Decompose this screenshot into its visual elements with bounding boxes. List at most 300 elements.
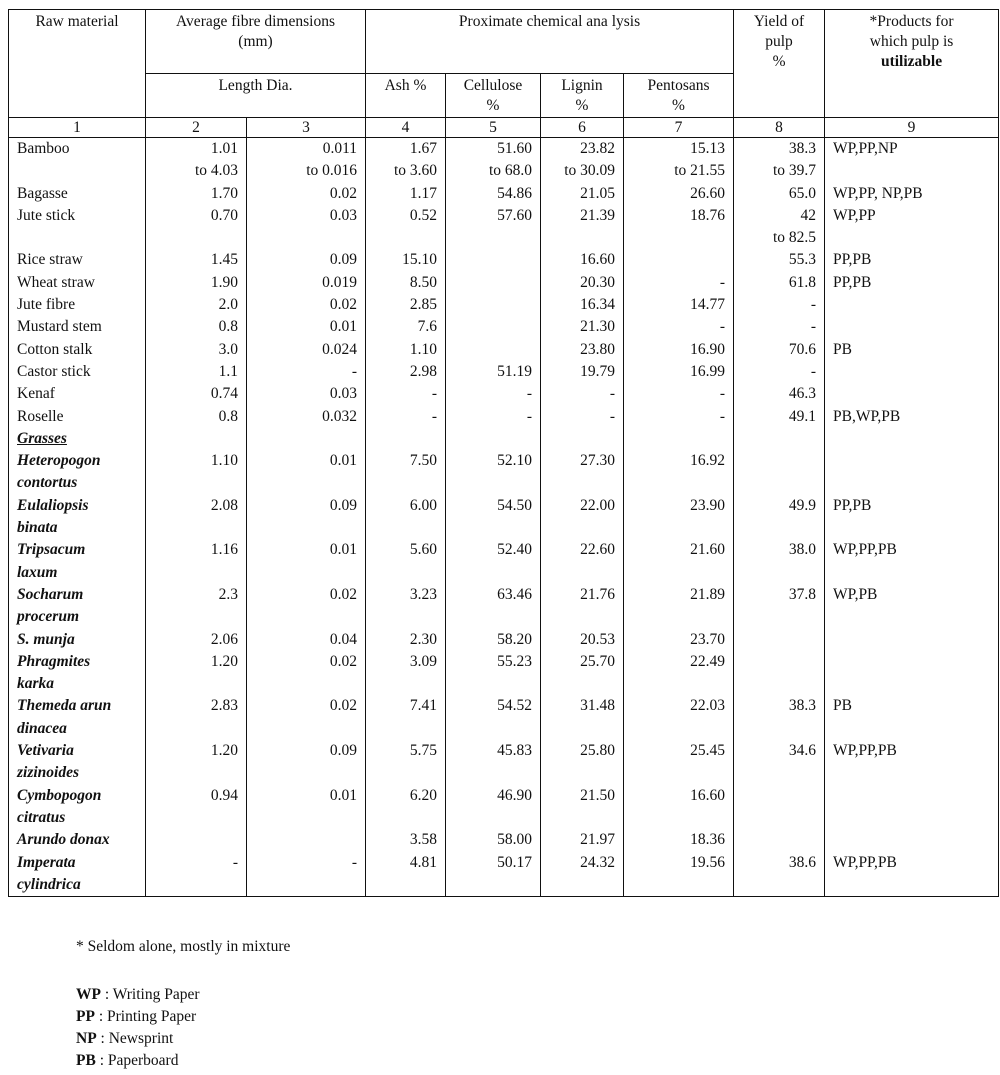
lignin-value: 31.48 [580,697,615,715]
legend-sep: : [100,986,113,1003]
raw-material-name [17,227,137,249]
yield-value: 46.3 [788,385,817,403]
length-value [154,562,238,584]
cell-yield [734,495,825,540]
header-lignin: Lignin % [541,74,624,118]
products-value [833,472,990,494]
pentosans-value: 14.77 [690,296,726,314]
dia-value [255,718,357,740]
raw-material-name: zizinoides [17,764,80,782]
cell-yield [734,406,825,428]
dia-value [255,562,357,584]
yield-value: - [810,296,817,314]
pentosans-value [632,718,725,740]
table-row [9,829,999,851]
table-row [9,339,999,361]
ash-value [374,517,437,539]
cell-yield [734,428,825,450]
lignin-value [549,606,615,628]
yield-value [742,428,816,450]
cellulose-value: - [526,385,532,403]
yield-value [742,629,816,651]
cell-cellulose [446,138,541,183]
cell-length [146,383,247,405]
lignin-value: to 30.09 [564,162,615,180]
cell-lignin [541,249,624,271]
lignin-value: 19.79 [580,362,615,380]
pentosans-value: 18.36 [690,831,726,849]
cell-name [9,695,146,740]
cell-dia [247,450,366,495]
cell-pentosans [624,272,734,294]
table-row [9,272,999,294]
cellulose-value: 52.10 [497,452,532,470]
table-row [9,183,999,205]
raw-material-name: Castor stick [17,362,91,380]
cell-pentosans [624,249,734,271]
length-value [154,829,238,851]
cell-length [146,450,247,495]
pentosans-value: 21.60 [690,541,726,559]
cell-ash [366,584,446,629]
cell-dia [247,629,366,651]
header-cellulose: Cellulose % [446,74,541,118]
yield-value: to 82.5 [772,229,817,247]
cell-length [146,272,247,294]
raw-material-name: cylindrica [17,875,81,893]
cell-products [825,495,999,540]
cellulose-value [454,807,532,829]
cell-cellulose [446,450,541,495]
products-value: WP,PP [833,206,876,224]
cell-ash [366,183,446,205]
cellulose-value: 52.40 [497,541,532,559]
dia-value: 0.09 [329,742,357,760]
cell-pentosans [624,316,734,338]
cell-name [9,294,146,316]
cell-ash [366,450,446,495]
pentosans-value: 18.76 [690,206,726,224]
products-value: PP,PB [833,251,872,269]
dia-value [255,762,357,784]
column-number-row [9,118,999,138]
ash-value: 1.67 [409,140,437,157]
table-row [9,294,999,316]
ash-value: 5.60 [409,541,437,559]
header-length-dia: Length Dia. [146,74,366,118]
ash-value: 8.50 [409,273,437,291]
raw-material-name [17,160,137,182]
ash-value: 7.50 [409,452,437,470]
cell-pentosans [624,205,734,250]
cell-yield [734,695,825,740]
ash-value: 3.58 [409,831,437,849]
cellulose-value: 54.52 [497,697,532,715]
pentosans-value: 16.99 [690,362,726,380]
legend-label: Newsprint [108,1030,174,1047]
cellulose-value: 58.20 [497,630,532,648]
length-value: 1.1 [218,362,238,380]
cell-yield [734,852,825,897]
pentosans-value: 15.13 [690,140,726,157]
cell-length [146,428,247,450]
yield-value: 38.3 [788,697,817,715]
pentosans-value [632,227,725,249]
cellulose-value: 55.23 [497,652,532,670]
table-row [9,651,999,696]
column-number: 9 [825,118,999,138]
products-value [833,807,990,829]
cell-pentosans [624,740,734,785]
cell-name [9,629,146,651]
lignin-value: 16.60 [580,251,615,269]
products-value [833,517,990,539]
cell-lignin [541,852,624,897]
length-value: 0.8 [218,318,238,336]
yield-value: 70.6 [788,340,817,358]
table-row [9,852,999,897]
cell-ash [366,383,446,405]
ash-value: 6.00 [409,496,437,514]
cell-products [825,428,999,450]
cell-name [9,539,146,584]
fibre-raw-material-table [8,9,999,897]
cell-lignin [541,272,624,294]
cell-dia [247,406,366,428]
header-yield: Yield of pulp % [734,10,825,118]
raw-material-name: Heteropogon [17,452,101,470]
products-value [833,160,990,182]
yield-value [742,874,816,896]
dia-value [255,673,357,695]
raw-material-name: S. munja [17,630,75,648]
ash-value: 3.23 [409,585,437,603]
table-row [9,584,999,629]
cell-ash [366,316,446,338]
cell-ash [366,651,446,696]
cell-pentosans [624,339,734,361]
products-value [833,361,990,383]
cell-cellulose [446,205,541,250]
ash-value [374,428,437,450]
cell-name [9,450,146,495]
pentosans-value [632,249,725,271]
raw-material-name: citratus [17,808,66,826]
header-ash: Ash % [366,74,446,118]
cell-products [825,339,999,361]
length-value: 1.20 [210,652,238,670]
products-value [833,829,990,851]
column-number: 2 [146,118,247,138]
dia-value: - [351,853,357,871]
column-number: 8 [734,118,825,138]
cell-cellulose [446,740,541,785]
ash-value: - [431,385,437,403]
raw-material-name: Roselle [17,407,64,425]
dia-value [255,829,357,851]
products-value [833,785,990,807]
yield-value [742,785,816,807]
cell-products [825,294,999,316]
header-raw-material: Raw material [9,10,146,118]
header-fibre-dimensions: Average fibre dimensions (mm) [146,10,366,74]
lignin-value: 21.30 [580,318,615,336]
cell-length [146,539,247,584]
cell-yield [734,829,825,851]
lignin-value: - [609,385,615,403]
ash-value [374,606,437,628]
cell-length [146,205,247,250]
cell-yield [734,450,825,495]
cell-products [825,629,999,651]
length-value: 2.3 [218,585,238,603]
cell-name [9,383,146,405]
table-row [9,249,999,271]
cell-lignin [541,183,624,205]
cell-products [825,138,999,183]
cellulose-value: 54.86 [497,184,532,202]
cell-products [825,852,999,897]
cell-length [146,406,247,428]
cell-pentosans [624,651,734,696]
raw-material-name: Themeda arun [17,697,112,715]
pentosans-value [632,762,725,784]
cell-products [825,316,999,338]
pentosans-value: to 21.55 [674,162,726,180]
length-value [154,428,238,450]
pentosans-value: 26.60 [690,184,726,202]
cell-pentosans [624,539,734,584]
legend-item [76,984,200,1006]
yield-value [742,562,816,584]
cell-length [146,695,247,740]
products-value [833,450,990,472]
cell-dia [247,205,366,250]
cell-cellulose [446,249,541,271]
pentosans-value [632,673,725,695]
lignin-value: 27.30 [580,452,615,470]
length-value [154,227,238,249]
cell-lignin [541,495,624,540]
dia-value: - [351,362,357,380]
lignin-value [549,762,615,784]
cell-ash [366,829,446,851]
cell-products [825,695,999,740]
pentosans-value [632,874,725,896]
yield-value [742,651,816,673]
length-value [154,517,238,539]
cell-lignin [541,294,624,316]
cellulose-value: 51.19 [497,362,532,380]
cell-lignin [541,539,624,584]
legend-item [76,1050,200,1072]
cell-dia [247,272,366,294]
raw-material-name: Phragmites [17,652,91,670]
cell-yield [734,361,825,383]
cell-cellulose [446,629,541,651]
lignin-value: 16.34 [580,296,615,314]
cell-yield [734,205,825,250]
pentosans-value: 25.45 [690,742,726,760]
cellulose-value: 51.60 [497,140,532,157]
products-value [833,874,990,896]
cellulose-value [454,517,532,539]
cell-length [146,740,247,785]
header-pentosans: Pentosans % [624,74,734,118]
legend-abbr: NP [76,1030,97,1047]
cell-products [825,406,999,428]
lignin-value: 20.30 [580,273,615,291]
ash-value: 6.20 [409,786,437,804]
cell-ash [366,785,446,830]
raw-material-name: Arundo donax [17,831,110,849]
products-value [833,718,990,740]
column-number: 6 [541,118,624,138]
dia-value: 0.02 [329,296,357,314]
cellulose-value [454,272,532,294]
lignin-value: 24.32 [580,853,615,871]
cell-ash [366,272,446,294]
ash-value [374,718,437,740]
cell-cellulose [446,294,541,316]
legend-label: Printing Paper [107,1008,197,1025]
raw-material-name: binata [17,519,58,537]
cell-cellulose [446,829,541,851]
products-value: PB [833,697,852,715]
cellulose-value [454,718,532,740]
cell-name [9,361,146,383]
cell-name [9,584,146,629]
pentosans-value: - [719,273,726,291]
cell-pentosans [624,138,734,183]
table-row [9,138,999,183]
cell-products [825,249,999,271]
cell-name [9,183,146,205]
lignin-value [549,428,615,450]
cell-length [146,294,247,316]
lignin-value: 21.05 [580,184,615,202]
cellulose-value [454,762,532,784]
cell-lignin [541,629,624,651]
pentosans-value: 23.70 [690,630,726,648]
products-value: WP,PP,NP [833,140,898,157]
cell-ash [366,406,446,428]
cell-ash [366,249,446,271]
cell-name [9,205,146,250]
yield-value [742,450,816,472]
cell-dia [247,740,366,785]
cell-length [146,138,247,183]
cell-cellulose [446,651,541,696]
cell-cellulose [446,272,541,294]
table-row [9,406,999,428]
yield-value: 38.3 [788,140,817,157]
products-value: WP,PP,PB [833,853,897,871]
dia-value [255,606,357,628]
cell-lignin [541,785,624,830]
length-value: 2.08 [210,496,238,514]
cell-yield [734,539,825,584]
cellulose-value: 50.17 [497,853,532,871]
lignin-value: 23.82 [580,140,615,157]
raw-material-name: Rice straw [17,251,83,269]
pentosans-value: 16.90 [690,340,726,358]
pentosans-value: - [719,407,726,425]
cell-ash [366,138,446,183]
yield-value: 42 [800,206,817,224]
cell-lignin [541,383,624,405]
pentosans-value [632,517,725,539]
cell-ash [366,539,446,584]
dia-value: 0.019 [322,273,357,291]
pentosans-value [632,562,725,584]
length-value: 0.70 [210,206,238,224]
raw-material-name: Socharum [17,585,84,603]
cell-name [9,138,146,183]
cell-length [146,852,247,897]
length-value [154,874,238,896]
cell-cellulose [446,383,541,405]
cell-yield [734,383,825,405]
column-number: 5 [446,118,541,138]
raw-material-name: Bagasse [17,184,68,202]
cell-ash [366,852,446,897]
raw-material-name: laxum [17,563,58,581]
raw-material-name: Imperata [17,853,76,871]
cell-pentosans [624,294,734,316]
abbreviation-legend [76,984,200,1072]
cell-products [825,272,999,294]
cell-yield [734,651,825,696]
ash-value: 0.52 [409,206,437,224]
yield-value: to 39.7 [772,162,817,180]
cellulose-value [454,562,532,584]
yield-value: 38.0 [788,541,817,559]
cell-yield [734,272,825,294]
lignin-value: 21.76 [580,585,615,603]
column-number: 7 [624,118,734,138]
cell-pentosans [624,361,734,383]
products-value [833,294,990,316]
cell-yield [734,294,825,316]
table-row [9,361,999,383]
dia-value: 0.02 [329,697,357,715]
cellulose-value [454,874,532,896]
cell-products [825,785,999,830]
cell-ash [366,695,446,740]
cell-cellulose [446,361,541,383]
cell-ash [366,205,446,250]
lignin-value: 21.50 [580,786,615,804]
dia-value [255,472,357,494]
length-value: 1.90 [210,273,238,291]
cell-dia [247,428,366,450]
cell-yield [734,785,825,830]
cellulose-value [454,428,532,450]
pentosans-value [632,606,725,628]
products-value: WP,PB [833,585,878,603]
cell-lignin [541,695,624,740]
lignin-value: 25.80 [580,742,615,760]
raw-material-name: karka [17,675,55,693]
cell-yield [734,629,825,651]
dia-value: 0.011 [322,140,357,157]
cell-name [9,852,146,897]
lignin-value [549,673,615,695]
cell-lignin [541,205,624,250]
cell-name [9,249,146,271]
table-row [9,695,999,740]
